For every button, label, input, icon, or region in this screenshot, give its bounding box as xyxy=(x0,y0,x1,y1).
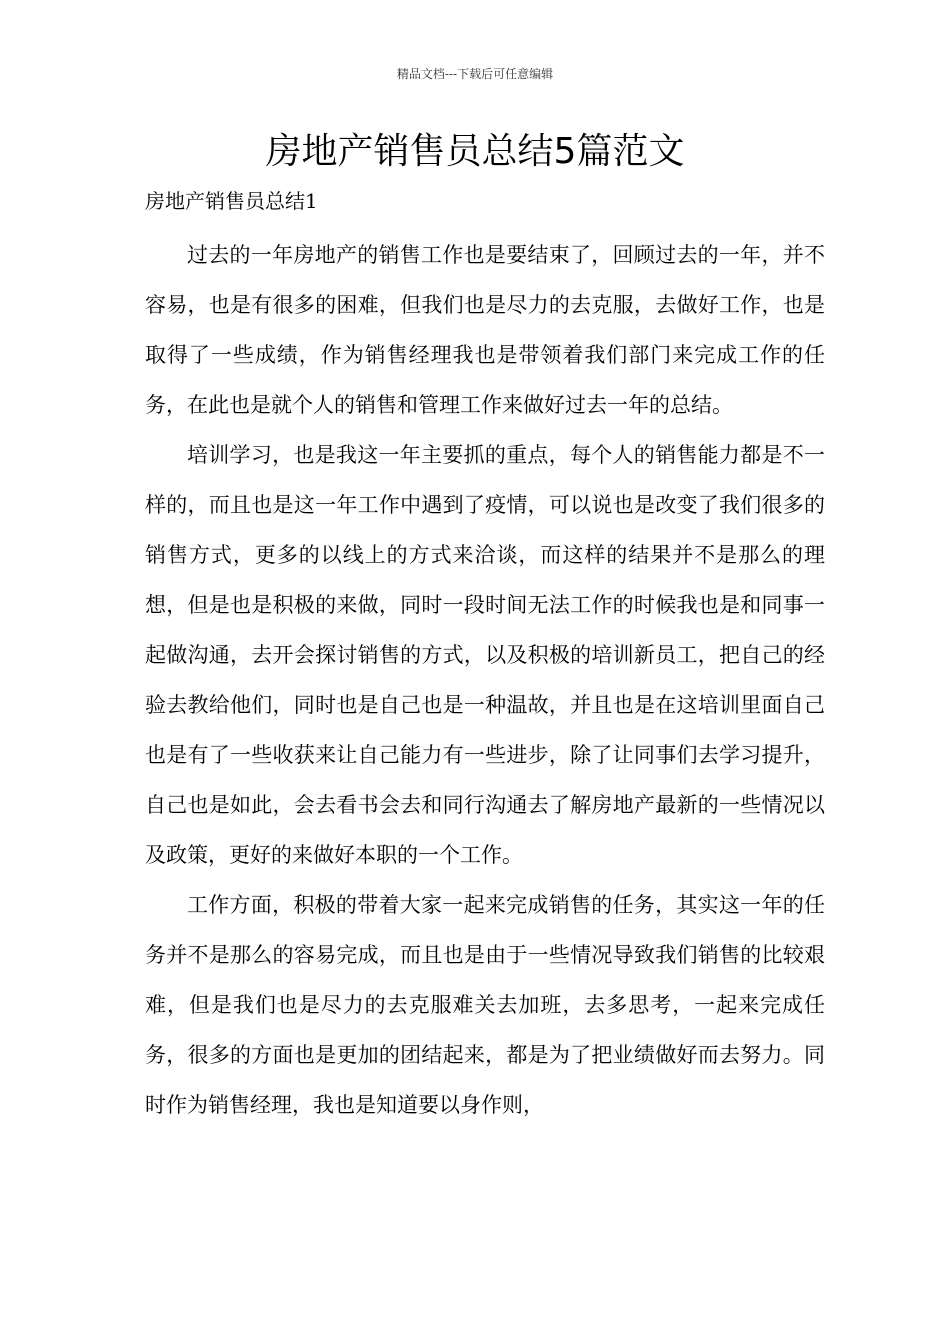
paragraph: 过去的一年房地产的销售工作也是要结束了，回顾过去的一年，并不容易，也是有很多的困难，但我们也是尽力的去克服，去做好工作，也是取得了一些成绩，作为销售经理我也是带领着我们部门来完成工作的任务，在此也是就个人的销售和管理工作来做好过去一年的总结。 xyxy=(145,243,825,417)
paragraph: 工作方面，积极的带着大家一起来完成销售的任务，其实这一年的任务并不是那么的容易完成，而且也是由于一些情况导致我们销售的比较艰难，但是我们也是尽力的去克服难关去加班，去多思考，一起来完成任务，很多的方面也是更加的团结起来，都是为了把业绩做好而去努力。同时作为销售经理，我也是知道要以身作则， xyxy=(145,893,825,1117)
body-text xyxy=(145,230,825,1130)
header-note: 精品文档---下载后可任意编辑 xyxy=(396,67,554,81)
section-heading: 房地产销售员总结1 xyxy=(145,189,318,213)
paragraph: 培训学习，也是我这一年主要抓的重点，每个人的销售能力都是不一样的，而且也是这一年工作中遇到了疫情，可以说也是改变了我们很多的销售方式，更多的以线上的方式来洽谈，而这样的结果并不是那么的理想，但是也是积极的来做，同时一段时间无法工作的时候我也是和同事一起做沟通，去开会探讨销售的方式，以及积极的培训新员工，把自己的经验去教给他们，同时也是自己也是一种温故，并且也是在这培训里面自己也是有了一些收获来让自己能力有一些进步，除了让同事们去学习提升，自己也是如此，会去看书会去和同行沟通去了解房地产最新的一些情况以及政策，更好的来做好本职的一个工作。 xyxy=(145,443,825,867)
document-title: 房地产销售员总结5篇范文 xyxy=(265,131,685,172)
